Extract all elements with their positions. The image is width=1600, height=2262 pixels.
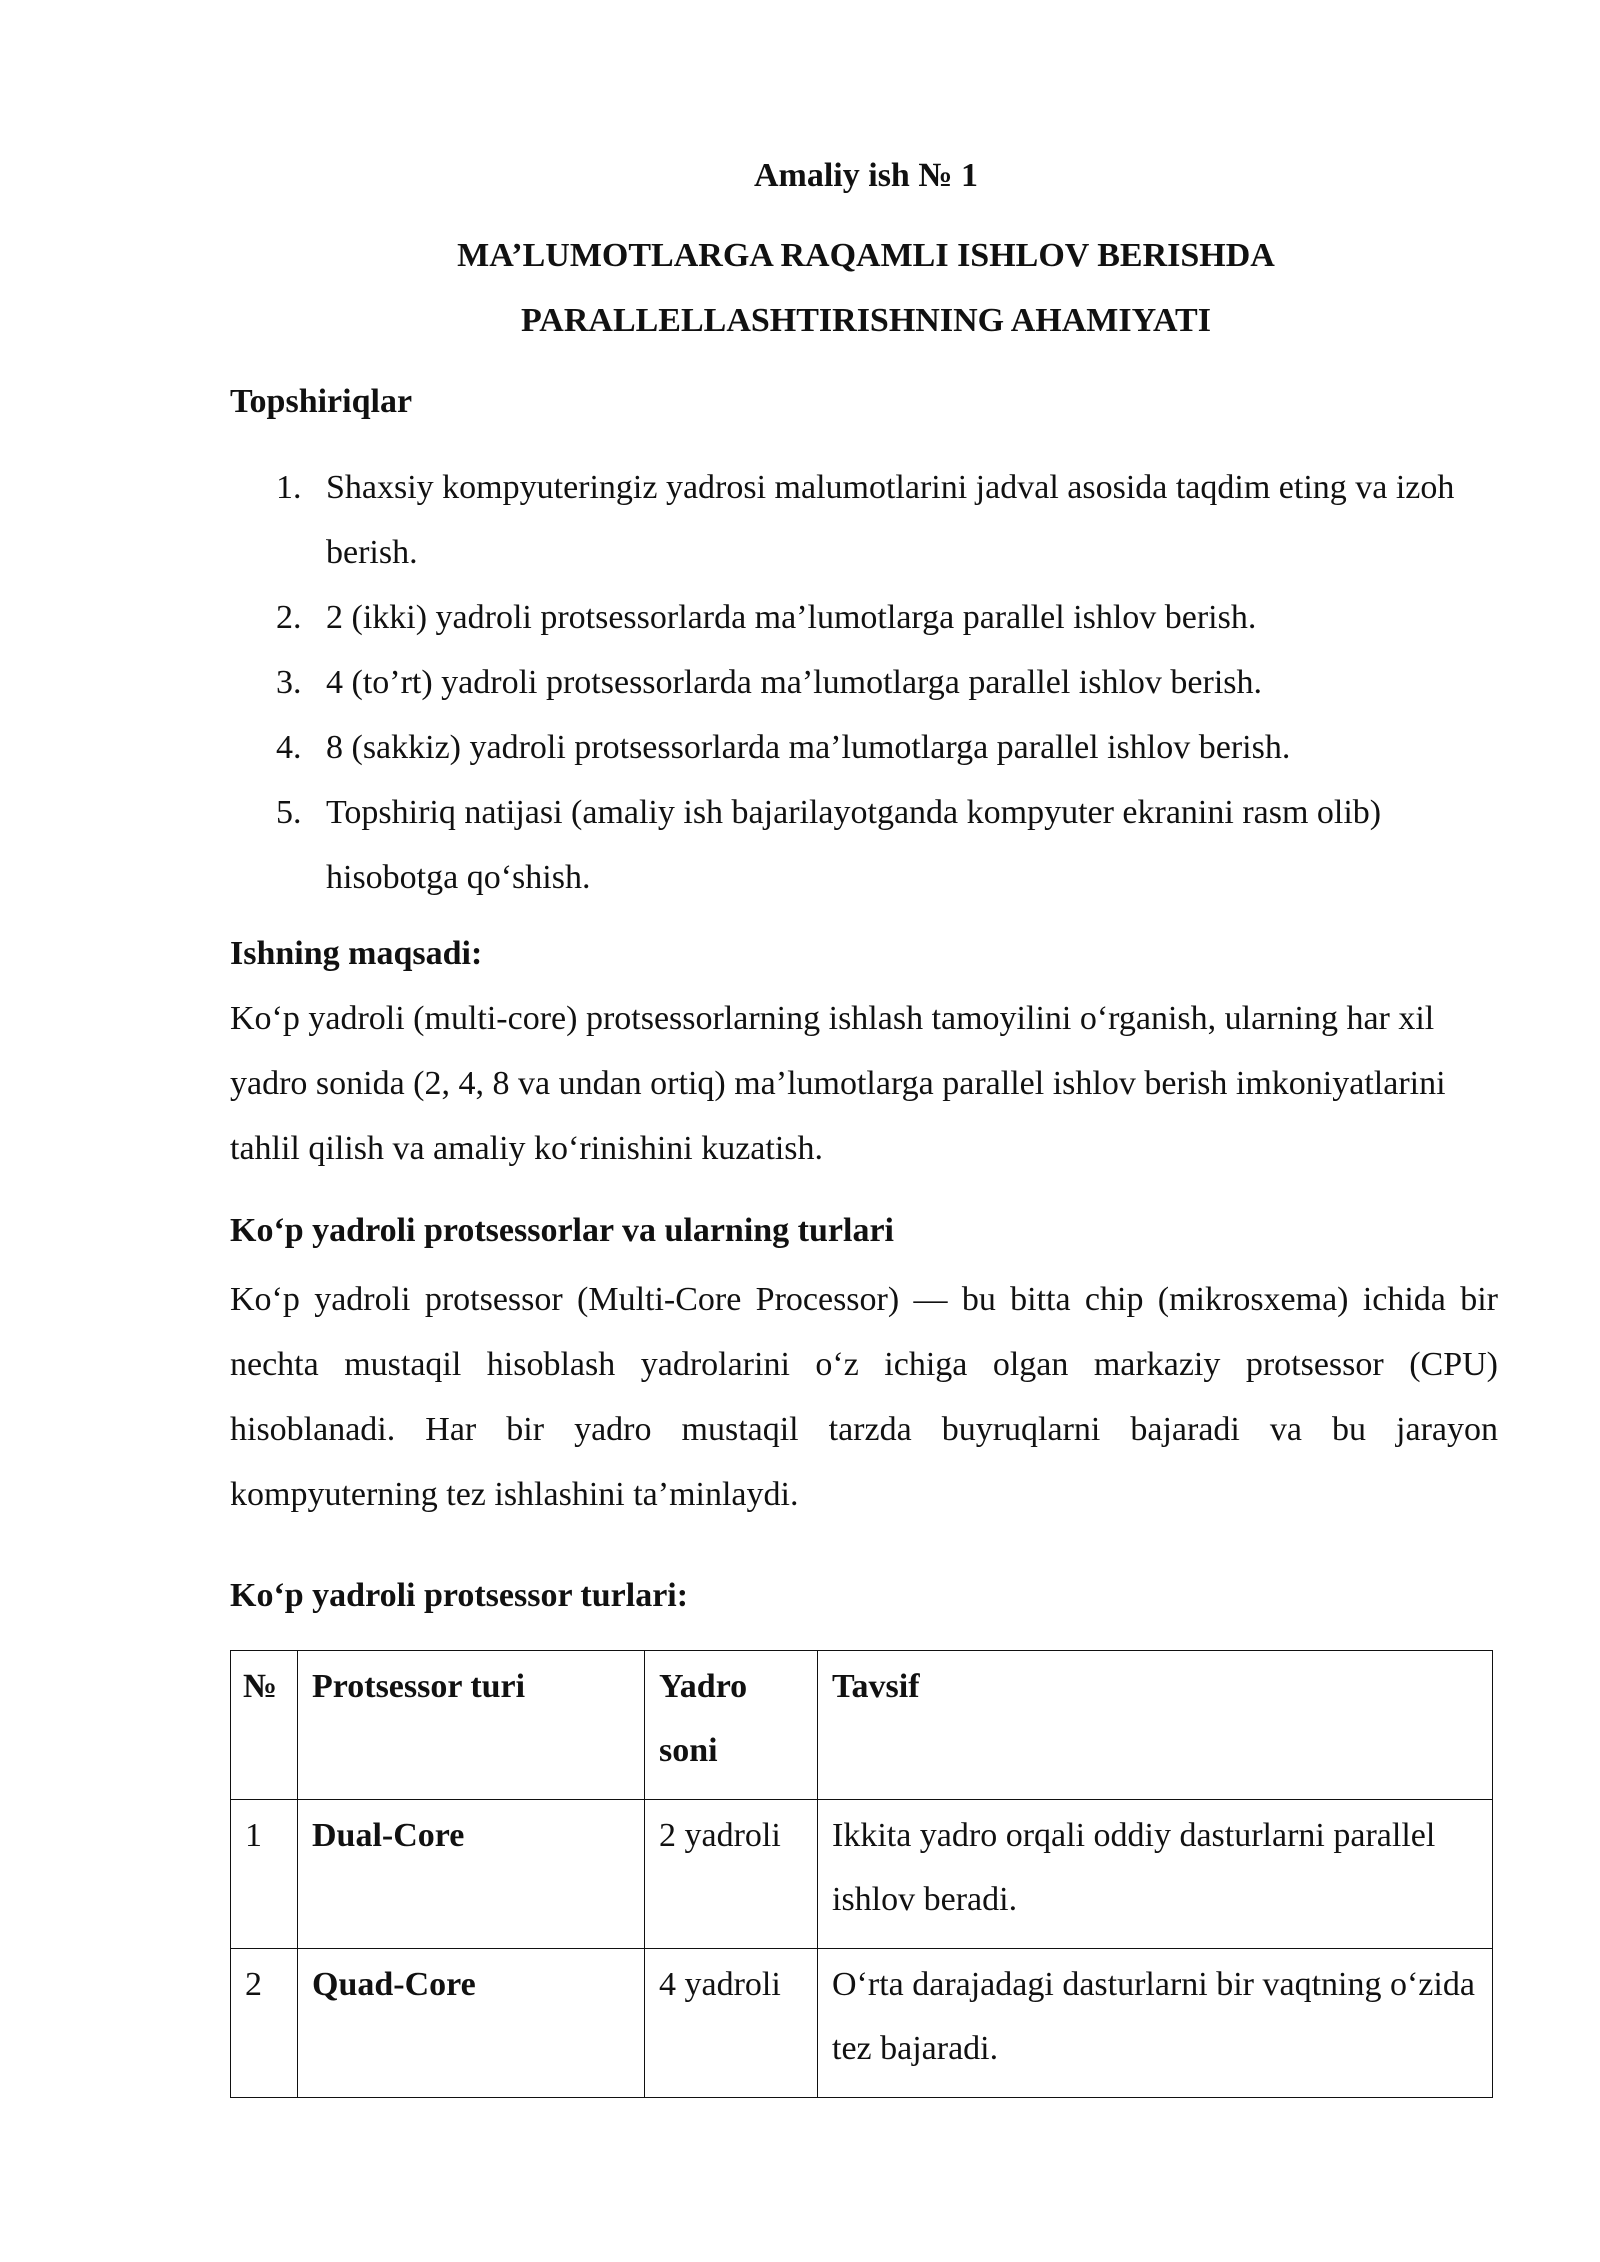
task-item: [230, 585, 1502, 650]
cell-cores: 2 yadroli: [645, 1800, 818, 1949]
multicore-paragraph: Ko‘p yadroli protsessor (Multi-Core Processor) — bu bitta chip (mikrosxema) ichida bir nechta mustaqil hisoblash yadrolarini o‘z ichiga olgan markaziy protsessor (CPU) hisoblanadi. Har bir yadro mustaqil tarzda buyruqlarni bajaradi va bu jarayon kompyuterning tez ishlashini ta’minlaydi.: [230, 1281, 1498, 1513]
table-row: [231, 1800, 1493, 1949]
column-header-cores: Yadro soni: [645, 1651, 818, 1800]
cell-cores: 4 yadroli: [645, 1949, 818, 2098]
task-text: 8 (sakkiz) yadroli protsessorlarda ma’lumotlarga parallel ishlov berish.: [326, 729, 1291, 766]
task-text: 4 (to’rt) yadroli protsessorlarda ma’lumotlarga parallel ishlov berish.: [326, 664, 1262, 701]
column-header-description: Tavsif: [818, 1651, 1493, 1800]
task-number: 1.: [276, 469, 302, 506]
table-header-row: [231, 1651, 1493, 1800]
column-header-type: Protsessor turi: [298, 1651, 645, 1800]
multicore-heading: Ko‘p yadroli protsessorlar va ularning turlari: [230, 1212, 894, 1249]
cell-number: 2: [231, 1949, 298, 2098]
cell-type: Quad-Core: [298, 1949, 645, 2098]
task-item: [230, 650, 1502, 715]
document-label: Amaliy ish № 1: [753, 157, 979, 194]
types-table-heading: Ko‘p yadroli protsessor turlari:: [230, 1577, 689, 1614]
column-header-number: №: [231, 1651, 298, 1800]
processor-types-table: [230, 1650, 1493, 2098]
document-title-line-1: MA’LUMOTLARGA RAQAMLI ISHLOV BERISHDA: [457, 237, 1275, 274]
task-item: [230, 780, 1502, 910]
task-item: [230, 715, 1502, 780]
cell-number: 1: [231, 1800, 298, 1949]
task-number: 5.: [276, 794, 302, 831]
tasks-heading: Topshiriqlar: [230, 383, 413, 420]
goal-paragraph: Ko‘p yadroli (multi-core) protsessorlarning ishlash tamoyilini o‘rganish, ularning har xil yadro sonida (2, 4, 8 va undan ortiq) ma’lumotlarga parallel ishlov berish imkoniyatlarini tahlil qilish va amaliy ko‘rinishini kuzatish.: [230, 1000, 1446, 1167]
task-text: 2 (ikki) yadroli protsessorlarda ma’lumotlarga parallel ishlov berish.: [326, 599, 1257, 636]
task-number: 4.: [276, 729, 302, 766]
cell-type: Dual-Core: [298, 1800, 645, 1949]
task-list: [230, 455, 1502, 910]
table-row: [231, 1949, 1493, 2098]
document-title-line-2: PARALLELLASHTIRISHNING AHAMIYATI: [521, 302, 1211, 339]
task-number: 2.: [276, 599, 302, 636]
goal-heading: Ishning maqsadi:: [230, 935, 483, 972]
cell-description: O‘rta darajadagi dasturlarni bir vaqtning o‘zida tez bajaradi.: [818, 1949, 1493, 2098]
cell-description: Ikkita yadro orqali oddiy dasturlarni parallel ishlov beradi.: [818, 1800, 1493, 1949]
task-text: Topshiriq natijasi (amaliy ish bajarilayotganda kompyuter ekranini rasm olib) hisobotga qo‘shish.: [326, 794, 1382, 896]
task-item: [230, 455, 1502, 585]
task-text: Shaxsiy kompyuteringiz yadrosi malumotlarini jadval asosida taqdim eting va izoh berish.: [326, 469, 1455, 571]
task-number: 3.: [276, 664, 302, 701]
